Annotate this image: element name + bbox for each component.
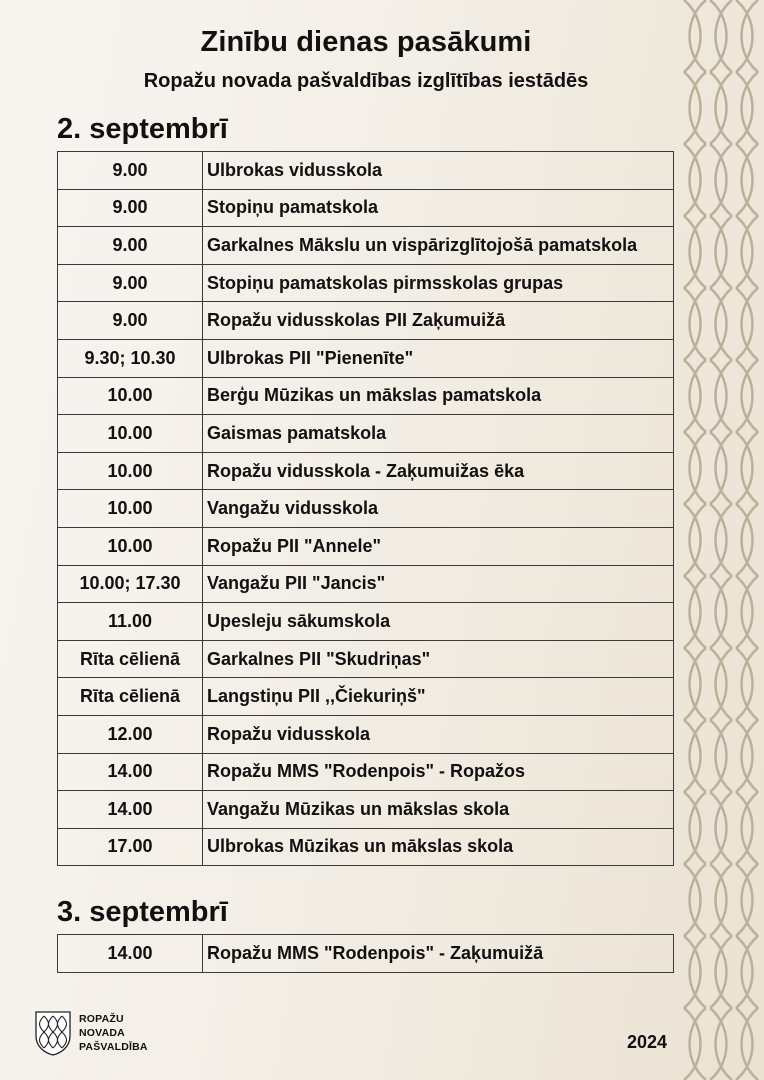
event-location: Garkalnes Mākslu un vispārizglītojošā pamatskola — [203, 227, 674, 265]
event-time: 9.00 — [58, 227, 203, 265]
schedule-table-sept-3 — [57, 934, 674, 973]
schedule-row — [58, 189, 674, 227]
event-time: 14.00 — [58, 753, 203, 791]
municipality-logo — [34, 1010, 174, 1056]
event-location: Garkalnes PII "Skudriņas" — [203, 640, 674, 678]
logo-line: PAŠVALDĪBA — [79, 1041, 148, 1053]
page-subtitle: Ropažu novada pašvaldības izglītības iestādēs — [143, 70, 589, 92]
coat-of-arms-icon — [34, 1010, 72, 1056]
event-time: 10.00 — [58, 377, 203, 415]
day-heading-sept-3: 3. septembrī — [57, 896, 228, 928]
schedule-row — [58, 227, 674, 265]
event-location: Vangažu vidusskola — [203, 490, 674, 528]
event-location: Ulbrokas vidusskola — [203, 152, 674, 190]
schedule-row — [58, 828, 674, 866]
event-time: 9.00 — [58, 302, 203, 340]
event-location: Upesleju sākumskola — [203, 603, 674, 641]
event-location: Ulbrokas PII "Pienenīte" — [203, 339, 674, 377]
event-time: 10.00 — [58, 490, 203, 528]
schedule-row — [58, 935, 674, 973]
event-location: Stopiņu pamatskolas pirmsskolas grupas — [203, 264, 674, 302]
schedule-row — [58, 791, 674, 829]
event-time: 9.00 — [58, 189, 203, 227]
event-time: 9.30; 10.30 — [58, 339, 203, 377]
event-time: 14.00 — [58, 791, 203, 829]
schedule-row — [58, 565, 674, 603]
schedule-row — [58, 715, 674, 753]
event-time: 11.00 — [58, 603, 203, 641]
event-time: 17.00 — [58, 828, 203, 866]
event-location: Ulbrokas Mūzikas un mākslas skola — [203, 828, 674, 866]
event-location: Stopiņu pamatskola — [203, 189, 674, 227]
event-location: Ropažu PII "Annele" — [203, 527, 674, 565]
event-location: Ropažu vidusskola — [203, 715, 674, 753]
year-label: 2024 — [627, 1032, 668, 1052]
braid-ornament — [680, 0, 764, 1080]
schedule-row — [58, 490, 674, 528]
schedule-row — [58, 415, 674, 453]
event-time: 14.00 — [58, 935, 203, 973]
schedule-table-sept-2 — [57, 151, 674, 866]
event-location: Gaismas pamatskola — [203, 415, 674, 453]
event-location: Ropažu MMS "Rodenpois" - Zaķumuižā — [203, 935, 674, 973]
page-title: Zinību dienas pasākumi — [200, 26, 532, 58]
schedule-row — [58, 377, 674, 415]
schedule-row — [58, 527, 674, 565]
day-heading-sept-2: 2. septembrī — [57, 113, 228, 145]
logo-text — [79, 1012, 148, 1054]
schedule-row — [58, 302, 674, 340]
schedule-row — [58, 152, 674, 190]
schedule-row — [58, 603, 674, 641]
event-time: 10.00 — [58, 452, 203, 490]
event-time: 10.00 — [58, 415, 203, 453]
schedule-row — [58, 452, 674, 490]
event-time: 10.00; 17.30 — [58, 565, 203, 603]
event-time: 9.00 — [58, 152, 203, 190]
event-time: Rīta cēlienā — [58, 640, 203, 678]
event-location: Ropažu MMS "Rodenpois" - Ropažos — [203, 753, 674, 791]
event-time: Rīta cēlienā — [58, 678, 203, 716]
schedule-row — [58, 753, 674, 791]
event-location: Langstiņu PII ,,Čiekuriņš" — [203, 678, 674, 716]
event-time: 10.00 — [58, 527, 203, 565]
event-time: 9.00 — [58, 264, 203, 302]
event-location: Vangažu PII "Jancis" — [203, 565, 674, 603]
logo-line: NOVADA — [79, 1027, 125, 1039]
event-location: Vangažu Mūzikas un mākslas skola — [203, 791, 674, 829]
schedule-row — [58, 339, 674, 377]
schedule-row — [58, 678, 674, 716]
event-location: Berģu Mūzikas un mākslas pamatskola — [203, 377, 674, 415]
schedule-row — [58, 640, 674, 678]
event-location: Ropažu vidusskolas PII Zaķumuižā — [203, 302, 674, 340]
schedule-row — [58, 264, 674, 302]
event-time: 12.00 — [58, 715, 203, 753]
event-location: Ropažu vidusskola - Zaķumuižas ēka — [203, 452, 674, 490]
logo-line: ROPAŽU — [79, 1013, 124, 1025]
